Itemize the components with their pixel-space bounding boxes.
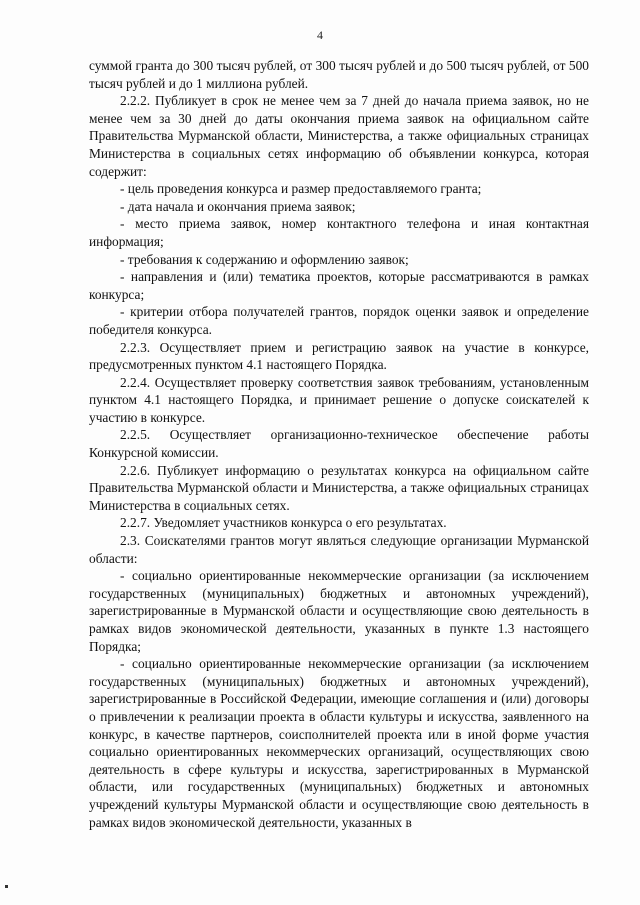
- page-number: 4: [317, 28, 323, 42]
- paragraph: суммой гранта до 300 тысяч рублей, от 300 тысяч рублей и до 500 тысяч рублей, от 500 тысяч рублей и до 1 миллиона рублей.: [89, 58, 589, 91]
- scan-speck: [5, 885, 8, 888]
- paragraph: 2.2.6. Публикует информацию о результатах конкурса на официальном сайте Правительства Мурманской области и Министерства, а также официальных страницах Министерства в социальных сетях.: [89, 462, 589, 513]
- paragraph: 2.2.4. Осуществляет проверку соответствия заявок требованиям, установленным пунктом 4.1 настоящего Порядка, и принимает решение о допуске соискателей к участию в конкурсе.: [89, 374, 589, 425]
- list-item: - направления и (или) тематика проектов, которые рассматриваются в рамках конкурса;: [89, 269, 589, 302]
- list-item: - требования к содержанию и оформлению заявок;: [120, 251, 409, 267]
- list-item: - критерии отбора получателей грантов, порядок оценки заявок и определение победителя конкурса.: [89, 304, 589, 337]
- paragraph: 2.2.2. Публикует в срок не менее чем за 7 дней до начала приема заявок, но не менее чем за 30 дней до даты окончания приема заявок на официальном сайте Правительства Мурманской области, Министерства, а также официальных страницах Министерства в социальных сетях информацию об объявлении конкурса, которая содержит:: [89, 93, 589, 179]
- list-item: - цель проведения конкурса и размер предоставляемого гранта;: [120, 181, 482, 197]
- paragraph: 2.2.3. Осуществляет прием и регистрацию заявок на участие в конкурсе, предусмотренных пунктом 4.1 настоящего Порядка.: [89, 339, 589, 373]
- list-item: - социально ориентированные некоммерческие организации (за исключением государственных (муниципальных) бюджетных и автономных учреждений), зарегистрированные в Российской Федерации, имеющие соглашения и (или) договоры о привлечении к реализации проекта в области культуры и искусства, заявленного на конкурс, в качестве партнеров, соисполнителей проекта или в иной форме участия социально ориентированных некоммерческих организаций, осуществляющих свою деятельность в сфере культуры и искусства, зарегистрированных в Мурманской области, или государственных (муниципальных) бюджетных и автономных учреждений культуры Мурманской области и осуществляющие свою деятельность в рамках видов экономической деятельности, указанных в: [89, 656, 589, 830]
- paragraph: 2.2.5. Осуществляет организационно-техническое обеспечение работы Конкурсной комиссии.: [89, 427, 589, 461]
- list-item: - дата начала и окончания приема заявок;: [120, 198, 356, 214]
- document-body: [89, 57, 589, 831]
- paragraph: 2.2.7. Уведомляет участников конкурса о его результатах.: [120, 515, 447, 531]
- paragraph: 2.3. Соискателями грантов могут являться следующие организации Мурманской области:: [89, 533, 589, 566]
- list-item: - место приема заявок, номер контактного телефона и иная контактная информация;: [89, 216, 589, 249]
- list-item: - социально ориентированные некоммерческие организации (за исключением государственных (муниципальных) бюджетных и автономных учреждений), зарегистрированные в Мурманской области и осуществляющие свою деятельность в рамках видов экономической деятельности, указанных в пункте 1.3 настоящего Порядка;: [89, 568, 589, 654]
